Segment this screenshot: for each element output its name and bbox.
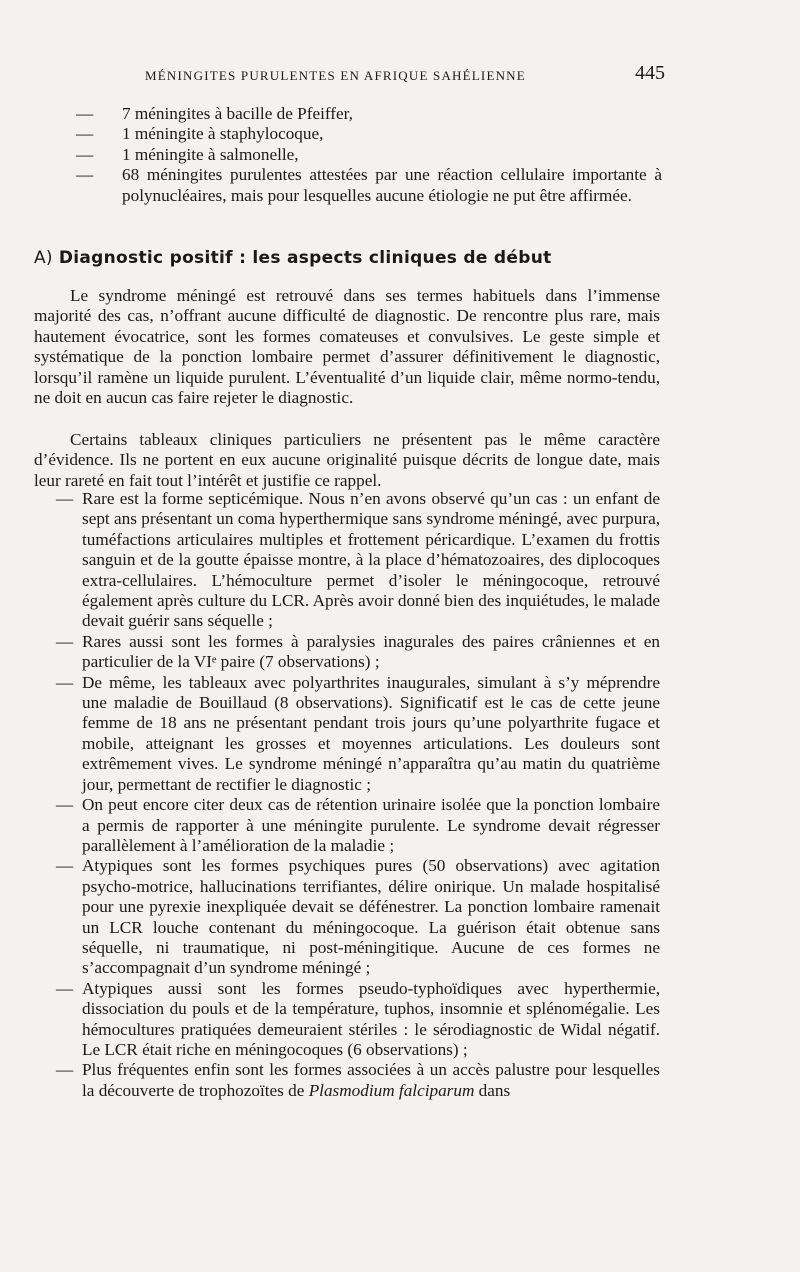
list-item: — Plus fréquentes enfin sont les formes associées à un accès palustre pour lesquelles la découverte de trophozoïtes de Plasmodium falciparum dans bbox=[56, 1060, 660, 1100]
paragraph-2: Certains tableaux cliniques particuliers ne présentent pas le même caractère d’évidence. Ils ne portent en eux aucune originalité puisque décrits de longue date, mais leur rareté en fait tout l’intérêt et justifie ce rappel. bbox=[34, 430, 660, 490]
running-title: MÉNINGITES PURULENTES EN AFRIQUE SAHÉLIENNE bbox=[145, 68, 526, 83]
clinical-forms-list bbox=[34, 489, 660, 1101]
etiology-list bbox=[66, 104, 662, 206]
list-item: — 68 méningites purulentes attestées par une réaction cellulaire importante à polynucléaires, mais pour lesquelles aucune étiologie ne put être affirmée. bbox=[76, 165, 662, 205]
page-number: 445 bbox=[635, 62, 665, 84]
list-item: — Atypiques sont les formes psychiques pures (50 observations) avec agitation psycho-motrice, hallucinations terrifiantes, délire onirique. Un malade hospitalisé pour une pyrexie inexpliquée devait se défénestrer. La ponction lombaire ramenait un LCR louche contenant du méningocoque. La guérison était obtenue sans séquelle, ni traumatique, ni post-méningitique. Aucune de ces formes ne s’accompagnait d’un syndrome méningé ; bbox=[56, 856, 660, 978]
list-item: — Rares aussi sont les formes à paralysies inagurales des paires crâniennes et en particulier de la VIᵉ paire (7 observations) ; bbox=[56, 631, 660, 672]
list-item: — Rare est la forme septicémique. Nous n’en avons observé qu’un cas : un enfant de sept ans présentant un coma hyperthermique sans syndrome méningé, avec purpura, tuméfactions articulaires multiples et frottement péricardique. L’examen du frottis sanguin et de la goutte épaisse montre, à la place d’hématozoaires, des diplocoques extra-cellulaires. L’hémoculture permet d’isoler le méningocoque, retrouvé également après culture du LCR. Après avoir donné bien des inquiétudes, le malade devait guérir sans séquelle ; bbox=[56, 489, 660, 631]
list-item: — 1 méningite à salmonelle, bbox=[76, 144, 299, 164]
list-item: — 1 méningite à staphylocoque, bbox=[76, 124, 324, 144]
section-heading: A) Diagnostic positif : les aspects cliniques de début bbox=[34, 248, 552, 268]
list-item: — Atypiques aussi sont les formes pseudo-typhoïdiques avec hyperthermie, dissociation du pouls et de la température, tuphos, insomnie et splénomégalie. Les hémocultures pratiquées demeuraient stériles : le sérodiagnostic de Widal négatif. Le LCR était riche en méningocoques (6 observations) ; bbox=[56, 978, 660, 1059]
species-name: Plasmodium falciparum bbox=[308, 1080, 475, 1100]
paragraph-1: Le syndrome méningé est retrouvé dans ses termes habituels dans l’immense majorité des cas, n’offrant aucune difficulté de diagnostic. De rencontre plus rare, mais hautement évocatrice, sont les formes comateuses et convulsives. Le geste simple et systématique de la ponction lombaire permet d’assurer définitivement le diagnostic, lorsqu’il ramène un liquide purulent. L’éventualité d’un liquide clair, même normo-tendu, ne doit en aucun cas faire rejeter le diagnostic. bbox=[34, 286, 660, 408]
list-item: — 7 méningites à bacille de Pfeiffer, bbox=[76, 104, 353, 123]
list-item: — De même, les tableaux avec polyarthrites inaugurales, simulant à s’y méprendre une maladie de Bouillaud (8 observations). Significatif est le cas de cette jeune femme de 18 ans ne présentant pendant trois jours qu’une polyarthrite fugace et mobile, atteignant les grosses et moyennes articulations. Les douleurs sont extrêmement vives. Le syndrome méningé n’apparaîtra qu’au matin du quatrième jour, permettant de rectifier le diagnostic ; bbox=[56, 672, 660, 794]
list-item: — On peut encore citer deux cas de rétention urinaire isolée que la ponction lombaire a permis de rapporter à une méningite purulente. Le syndrome devait régresser parallèlement à l’amélioration de la maladie ; bbox=[56, 795, 660, 855]
